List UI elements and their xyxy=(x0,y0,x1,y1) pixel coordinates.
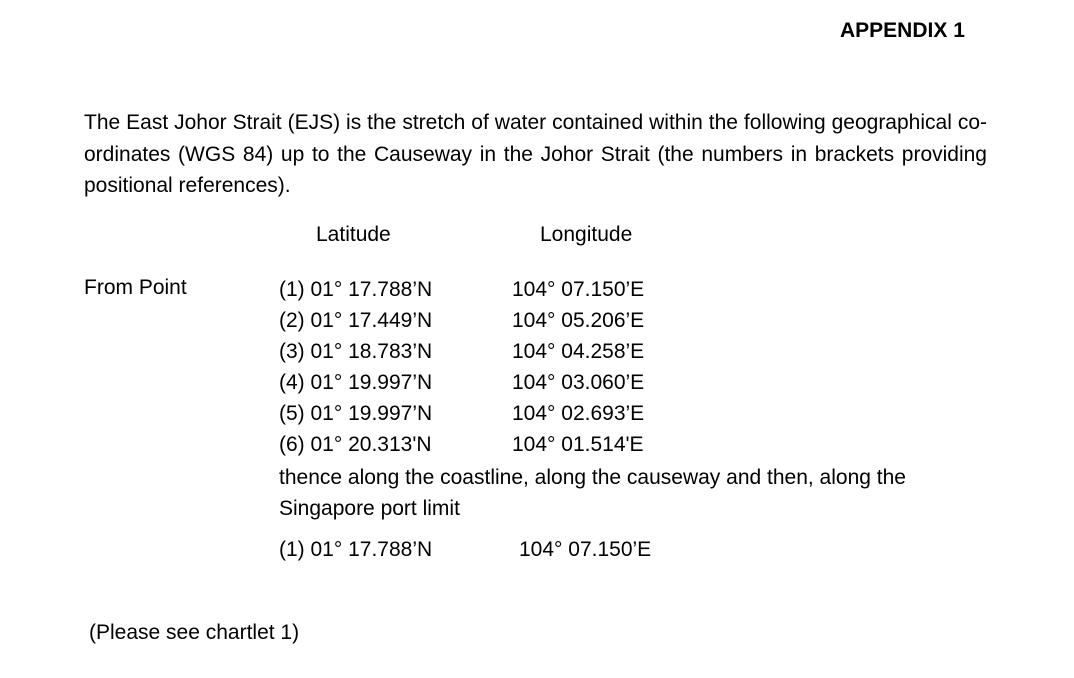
longitude-value: 104° 07.150’E xyxy=(512,278,645,301)
longitude-column-header: Longitude xyxy=(540,223,633,246)
intro-paragraph: The East Johor Strait (EJS) is the stretch of water contained within the following geographical co-ordinates (WGS 84) up to the Causeway in the Johor Strait (the numbers in brackets providing positional references). xyxy=(84,111,987,197)
latitude-value: (4) 01° 19.997’N xyxy=(279,371,433,394)
closing-longitude-value: 104° 07.150’E xyxy=(519,538,652,561)
chartlet-note: (Please see chartlet 1) xyxy=(89,621,300,644)
latitude-column-header: Latitude xyxy=(316,223,391,246)
longitude-value: 104° 02.693’E xyxy=(512,402,645,425)
closing-coordinate-row xyxy=(279,538,651,562)
coordinate-list xyxy=(279,276,644,462)
coordinate-row xyxy=(279,307,644,338)
longitude-value: 104° 04.258’E xyxy=(512,340,645,363)
coordinate-row xyxy=(279,369,644,400)
coordinate-row xyxy=(279,431,644,462)
from-point-label: From Point xyxy=(84,276,187,299)
coordinate-row xyxy=(279,338,644,369)
coordinate-row xyxy=(279,400,644,431)
thence-description: thence along the coastline, along the causeway and then, along the Singapore port limit xyxy=(279,466,906,520)
longitude-value: 104° 05.206’E xyxy=(512,309,645,332)
latitude-value: (1) 01° 17.788’N xyxy=(279,278,433,301)
latitude-value: (5) 01° 19.997’N xyxy=(279,402,433,425)
longitude-value: 104° 01.514'E xyxy=(512,433,644,456)
latitude-value: (2) 01° 17.449’N xyxy=(279,309,433,332)
closing-latitude-value: (1) 01° 17.788’N xyxy=(279,538,433,561)
latitude-value: (6) 01° 20.313'N xyxy=(279,433,432,456)
latitude-value: (3) 01° 18.783’N xyxy=(279,340,433,363)
longitude-value: 104° 03.060’E xyxy=(512,371,645,394)
appendix-heading: APPENDIX 1 xyxy=(840,19,965,42)
coordinate-row xyxy=(279,276,644,307)
